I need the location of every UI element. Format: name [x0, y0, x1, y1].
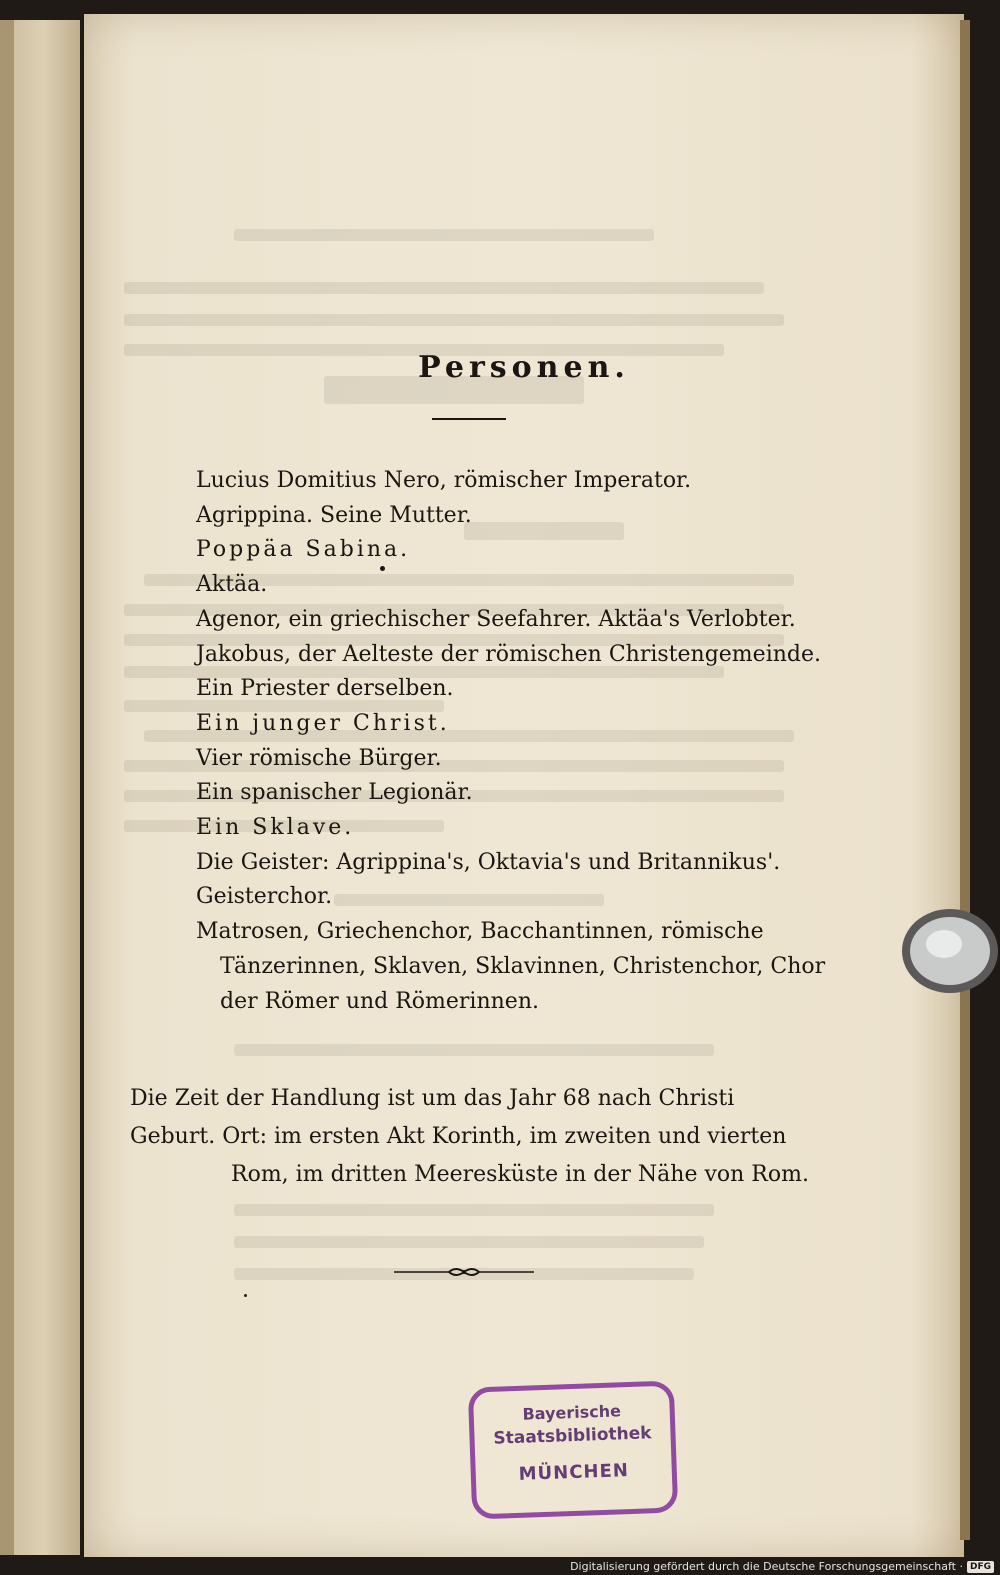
- cast-entry: Ein junger Christ.: [196, 710, 450, 736]
- cast-entry: Poppäa Sabina.: [196, 537, 411, 563]
- stamp-line: MÜNCHEN: [518, 1460, 630, 1485]
- cast-entry: Geisterchor.: [196, 884, 333, 910]
- page-title: Personen.: [418, 350, 630, 385]
- cast-entry: Agenor, ein griechischer Seefahrer. Aktäa's Verlobter.: [196, 606, 796, 632]
- footer-text: Digitalisierung gefördert durch die Deutsche Forschungsgemeinschaft ·: [570, 1560, 963, 1573]
- setting-line: Rom, im dritten Meeresküste in der Nähe von Rom.: [231, 1162, 809, 1187]
- stamp-line: Staatsbibliothek: [493, 1423, 652, 1449]
- cast-entry: Jakobus, der Aelteste der römischen Christengemeinde.: [196, 641, 821, 667]
- previous-page-edge: [0, 20, 80, 1555]
- ink-dot: [244, 1294, 247, 1297]
- cast-entry: Ein Sklave.: [196, 815, 355, 841]
- page-content: [84, 14, 964, 1557]
- cast-entry: Die Geister: Agrippina's, Oktavia's und Britannikus'.: [196, 849, 781, 875]
- title-rule: [432, 418, 506, 420]
- ink-speck: [380, 566, 385, 571]
- cast-entry: Ein Priester derselben.: [196, 676, 454, 702]
- dramatis-personae-list: [196, 464, 836, 1019]
- fleuron-ornament: [394, 1264, 534, 1280]
- cast-entry: Matrosen, Griechenchor, Bacchantinnen, römische Tänzerinnen, Sklaven, Sklavinnen, Christenchor, Chor der Römer und Römerinnen.: [196, 919, 826, 1014]
- cast-entry: Lucius Domitius Nero, römischer Imperator.: [196, 468, 692, 493]
- setting-line: Die Zeit der Handlung ist um das Jahr 68 nach Christi: [130, 1086, 735, 1111]
- cast-entry: Vier römische Bürger.: [196, 745, 442, 771]
- setting-line: Geburt. Ort: im ersten Akt Korinth, im zweiten und vierten: [130, 1124, 787, 1149]
- setting-paragraph: [130, 1080, 890, 1194]
- dfg-badge: DFG: [967, 1561, 994, 1573]
- digitization-footer: [570, 1560, 994, 1573]
- library-stamp: [468, 1380, 678, 1519]
- cast-entry: Agrippina. Seine Mutter.: [196, 502, 472, 528]
- stamp-line: Bayerische: [522, 1401, 622, 1424]
- cast-entry: Aktäa.: [196, 572, 268, 598]
- page-clip: [900, 906, 1000, 996]
- cast-entry: Ein spanischer Legionär.: [196, 780, 473, 806]
